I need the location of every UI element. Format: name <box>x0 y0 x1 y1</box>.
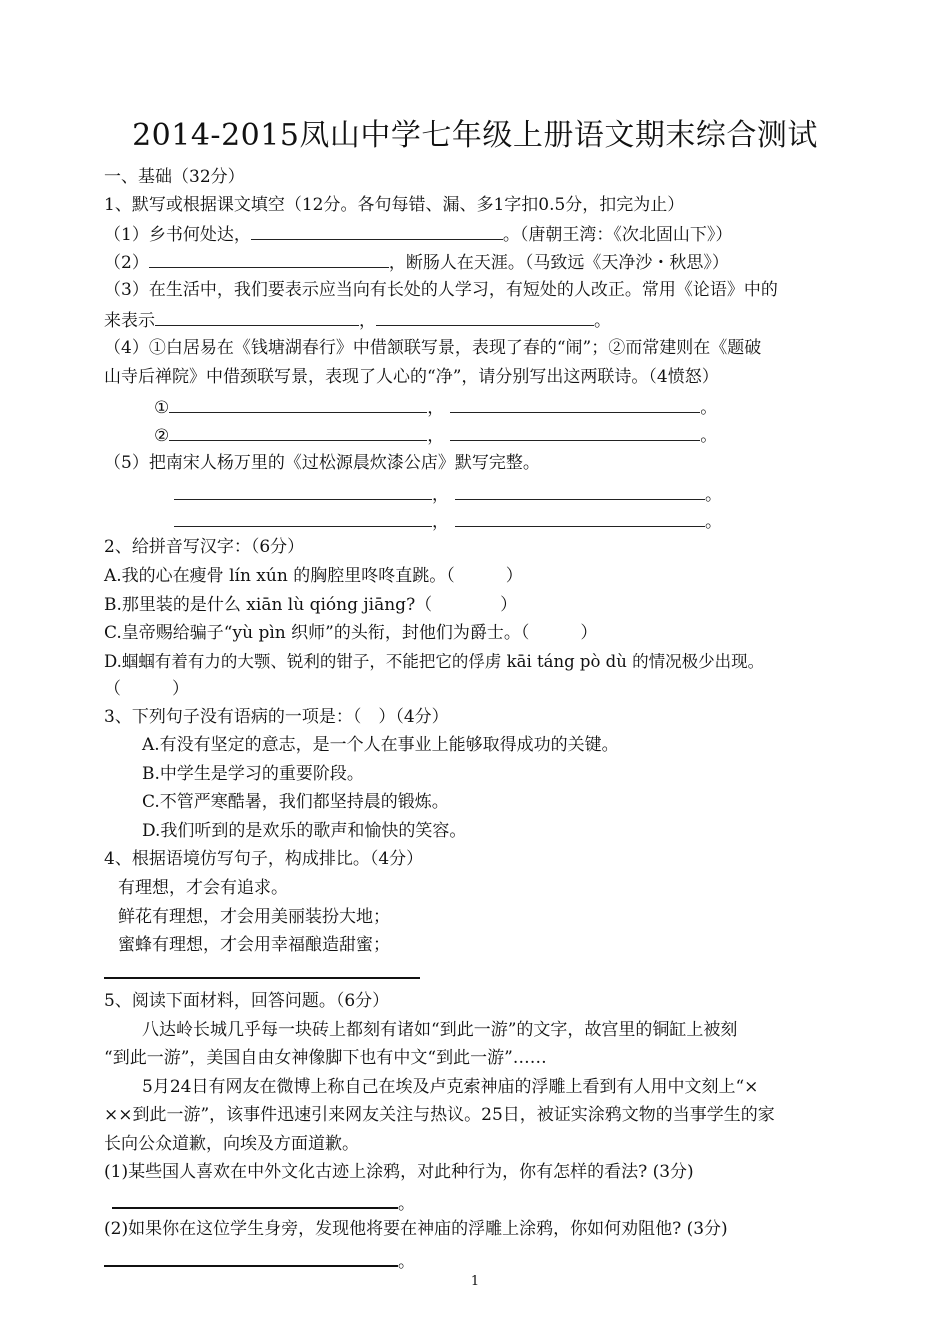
q1-item-2-source: ，断肠人在天涯。（马致远《天净沙・秋思》） <box>388 253 729 273</box>
comma-text: ， <box>432 512 449 532</box>
comma-text: ， <box>427 398 445 418</box>
q1-item-2 <box>104 250 729 274</box>
q1-item-2-prompt: （2） <box>104 253 149 273</box>
q1-heading: 1、默写或根据课文填空（12分。各句每错、漏、多1字扣0.5分，扣完为止） <box>104 195 685 215</box>
q5-heading: 5、阅读下面材料，回答问题。（6分） <box>104 991 390 1011</box>
period-text: 。 <box>594 311 611 331</box>
q1-item-4-blank-2a[interactable] <box>169 423 427 441</box>
q2-item-d-answer: （ ） <box>104 679 189 699</box>
period-text: 。 <box>700 398 718 418</box>
q1-item-5-answer-2 <box>174 509 722 533</box>
q5-sub-1-blank[interactable] <box>112 1190 398 1209</box>
q1-item-4-answer-2 <box>154 423 717 447</box>
q1-item-5-blank-1a[interactable] <box>174 482 432 500</box>
q1-item-4-line-2: 山寺后禅院》中借颈联写景，表现了人心的“净”，请分别写出这两联诗。（4愤怒） <box>104 367 719 387</box>
period-text: 。 <box>700 426 718 446</box>
q1-item-5-blank-2a[interactable] <box>174 509 432 527</box>
q1-item-5-blank-2b[interactable] <box>455 509 705 527</box>
q5-sub-question-2: (2)如果你在这位学生身旁，发现他将要在神庙的浮雕上涂鸦，你如何劝阻他? (3分) <box>104 1219 728 1239</box>
q3-option-c: C.不管严寒酷暑，我们都坚持晨的锻炼。 <box>142 792 449 812</box>
q5-sub-2-blank[interactable] <box>104 1248 398 1267</box>
q5-sub-1-answer <box>112 1190 415 1215</box>
q3-heading: 3、下列句子没有语病的一项是：（ ）（4分） <box>104 707 449 727</box>
exam-title: 2014-2015凤山中学七年级上册语文期末综合测试 <box>132 118 818 153</box>
q1-item-5-blank-1b[interactable] <box>455 482 705 500</box>
q1-item-1-blank[interactable] <box>251 222 503 240</box>
page-number: 1 <box>470 1274 480 1289</box>
section-1-heading: 一、基础（32分） <box>104 167 245 187</box>
q2-heading: 2、给拼音写汉字：（6分） <box>104 537 305 557</box>
q1-item-1-prompt: （1）乡书何处达， <box>104 225 251 245</box>
q1-item-3-blank-1[interactable] <box>155 308 359 326</box>
q4-line-1: 有理想，才会有追求。 <box>118 878 288 898</box>
q1-item-4-blank-2b[interactable] <box>450 423 700 441</box>
comma-text: ， <box>432 485 449 505</box>
q5-passage-2-line-1: 5月24日有网友在微博上称自己在埃及卢克索神庙的浮雕上看到有人用中文刻上“× <box>142 1077 759 1097</box>
q4-line-3: 蜜蜂有理想，才会用幸福酿造甜蜜； <box>118 935 390 955</box>
period-text: 。 <box>705 485 722 505</box>
q5-sub-question-1: (1)某些国人喜欢在中外文化古迹上涂鸦，对此种行为，你有怎样的看法? (3分) <box>104 1162 694 1182</box>
q1-item-4-blank-1a[interactable] <box>169 395 427 413</box>
q1-item-1-source: 。（唐朝王湾：《次北固山下》） <box>502 225 733 245</box>
q1-item-4-answer-1 <box>154 395 717 419</box>
q1-item-3-blank-2[interactable] <box>376 308 594 326</box>
q1-item-2-blank[interactable] <box>149 250 389 268</box>
comma-text: ， <box>427 426 445 446</box>
q1-item-1 <box>104 222 732 246</box>
q1-item-3-line-1: （3）在生活中，我们要表示应当向有长处的人学习，有短处的人改正。常用《论语》中的 <box>104 280 778 300</box>
q4-line-2: 鲜花有理想，才会用美丽装扮大地； <box>118 907 390 927</box>
q5-passage-1-line-2: “到此一游”，美国自由女神像脚下也有中文“到此一游”…… <box>104 1048 547 1068</box>
q4-answer-line[interactable] <box>104 977 420 979</box>
comma-text: ， <box>359 311 376 331</box>
q2-item-d: D.蝈蝈有着有力的大颚、锐利的钳子，不能把它的俘虏 kāi táng pò dù 的情况极少出现。 <box>104 652 765 671</box>
circled-two-marker: ② <box>154 426 170 446</box>
q2-item-c: C.皇帝赐给骗子“yù pìn 织师”的头衔，封他们为爵士。（ ） <box>104 623 598 643</box>
q3-option-d: D.我们听到的是欢乐的歌声和愉快的笑容。 <box>142 821 467 841</box>
q5-sub-2-answer <box>104 1248 415 1273</box>
q3-option-a: A.有没有坚定的意志，是一个人在事业上能够取得成功的关键。 <box>142 735 619 755</box>
q1-item-3-line-2 <box>104 308 611 332</box>
q5-passage-2-line-2: ××到此一游”，该事件迅速引来网友关注与热议。25日，被证实涂鸦文物的当事学生的家 <box>104 1105 775 1125</box>
q1-item-5: （5）把南宋人杨万里的《过松源晨炊漆公店》默写完整。 <box>104 453 540 473</box>
q2-item-b: B.那里装的是什么 xiān lù qióng jiāng?（ ） <box>104 595 518 615</box>
q1-item-3-prompt: 来表示 <box>104 311 155 331</box>
q1-item-4-line-1: （4）①白居易在《钱塘湖春行》中借颔联写景，表现了春的“闹”；②而常建则在《题破 <box>104 338 762 358</box>
period-text: 。 <box>398 1194 415 1214</box>
q3-option-b: B.中学生是学习的重要阶段。 <box>142 764 364 784</box>
q1-item-5-answer-1 <box>174 482 722 506</box>
q2-item-a: A.我的心在瘦骨 lín xún 的胸腔里咚咚直跳。（ ） <box>104 566 523 586</box>
q1-item-4-blank-1b[interactable] <box>450 395 700 413</box>
q4-heading: 4、根据语境仿写句子，构成排比。（4分） <box>104 849 424 869</box>
q5-passage-2-line-3: 长向公众道歉，向埃及方面道歉。 <box>104 1134 359 1154</box>
period-text: 。 <box>398 1252 415 1272</box>
q5-passage-1-line-1: 八达岭长城几乎每一块砖上都刻有诸如“到此一游”的文字，故宫里的铜缸上被刻 <box>142 1020 738 1040</box>
circled-one-marker: ① <box>154 398 170 418</box>
period-text: 。 <box>705 512 722 532</box>
